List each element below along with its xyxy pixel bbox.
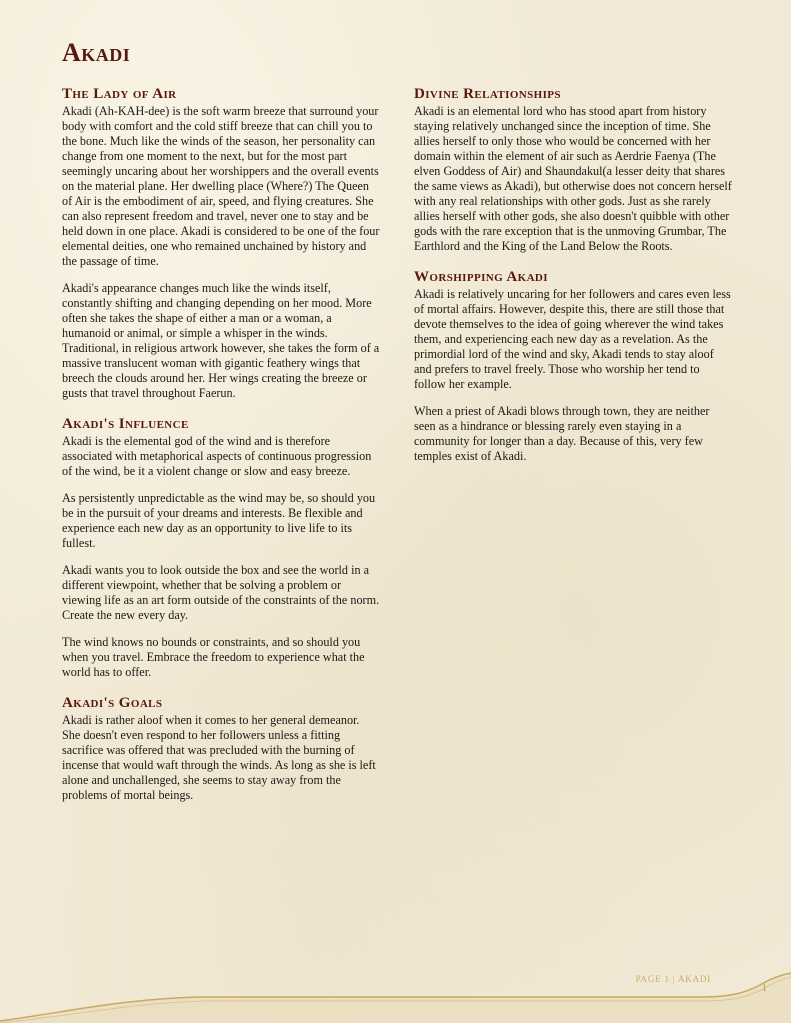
section-heading: The Lady of Air <box>62 86 177 102</box>
section-akadis-goals <box>62 694 380 803</box>
paragraph: The wind knows no bounds or constraints, and so should you when you travel. Embrace the freedom to experience what the world has to offer. <box>62 635 365 679</box>
paragraph: Akadi (Ah-KAH-dee) is the soft warm breeze that surround your body with comfort and the cold stiff breeze that can chill you to the bone. Much like the winds of the season, her personality can change from one moment to the next, but for the most part seemingly uncaring about her worshippers and the overall events on the material plane. Her dwelling place (Where?) The Queen of Air is the embodiment of air, speed, and flying creatures. She can also represent freedom and travel, never one to stay and be held down in one place. Akadi is considered to be one of the four elemental deities, one who remained unchained by history and the passage of time. <box>62 104 380 268</box>
section-divine-relationships <box>414 85 732 254</box>
paragraph: Akadi is the elemental god of the wind and is therefore associated with metaphorical aspects of continuous progression of the wind, be it a violent change or slow and easy breeze. <box>62 434 372 478</box>
section-heading: Akadi's Goals <box>62 695 163 711</box>
footer-text: PAGE 1 | AKADI <box>635 974 711 984</box>
paragraph: Akadi is an elemental lord who has stood apart from history staying relatively unchanged since the inception of time. She allies herself to only those who would be concerned with her domain within the element of air such as Aerdrie Faenya (The elven Goddess of Air) and Shaundakul(a lesser deity that shares the same views as Akadi), but otherwise does not concern herself with any real relationships with other gods. Just as she rarely allies herself with other gods, she also doesn't quibble with other gods with the rare exception that is the unmoving Grumbar, The Earthlord and the King of the Land Below the Roots. <box>414 104 732 253</box>
section-heading: Divine Relationships <box>414 86 561 102</box>
section-heading: Worshipping Akadi <box>414 269 548 285</box>
paragraph: Akadi's appearance changes much like the winds itself, constantly shifting and changing depending on her mood. More often she takes the shape of either a man or a woman, a humanoid or animal, or simple a whisper in the winds. Traditional, in religious artwork however, she takes the form of a massive translucent woman with gigantic feathery wings that breech the clouds around her. Her wings creating the breeze or gusts that travel throughout Faerun. <box>62 281 380 400</box>
section-worshipping-akadi <box>414 268 732 464</box>
section-akadis-influence <box>62 415 380 680</box>
paragraph: Akadi is relatively uncaring for her followers and cares even less of mortal affairs. However, despite this, there are still those that devote themselves to the idea of going wherever the wind takes them, and experiencing each new day as a revelation. As the primordial lord of the wind and sky, Akadi tends to stay aloof and prefers to travel freely. Those who worship her tend to follow her example. <box>414 287 731 391</box>
paragraph: When a priest of Akadi blows through town, they are neither seen as a hindrance or blessing rarely even staying in a community for longer than a day. Because of this, very few temples exist of Akadi. <box>414 404 710 463</box>
right-column <box>414 85 732 478</box>
paragraph: As persistently unpredictable as the wind may be, so should you be in the pursuit of your dreams and interests. Be flexible and experience each new day as an opportunity to live life to its fullest. <box>62 491 376 550</box>
section-lady-of-air <box>62 85 380 401</box>
paragraph: Akadi is rather aloof when it comes to her general demeanor. She doesn't even respond to her followers unless a fitting sacrifice was offered that was precluded with the burning of incense that would waft through the winds. As long as she is left alone and unchallenged, she seems to stay away from the problems of mortal beings. <box>62 713 376 802</box>
page-title: Akadi <box>62 38 131 67</box>
paragraph: Akadi wants you to look outside the box and see the world in a different viewpoint, whether that be solving a problem or viewing life as an art form outside of the constraints of the norm. Create the new every day. <box>62 563 380 622</box>
page-number: 1 <box>762 983 767 994</box>
section-heading: Akadi's Influence <box>62 416 189 432</box>
footer-ornament <box>0 963 791 1023</box>
left-column <box>62 85 380 817</box>
